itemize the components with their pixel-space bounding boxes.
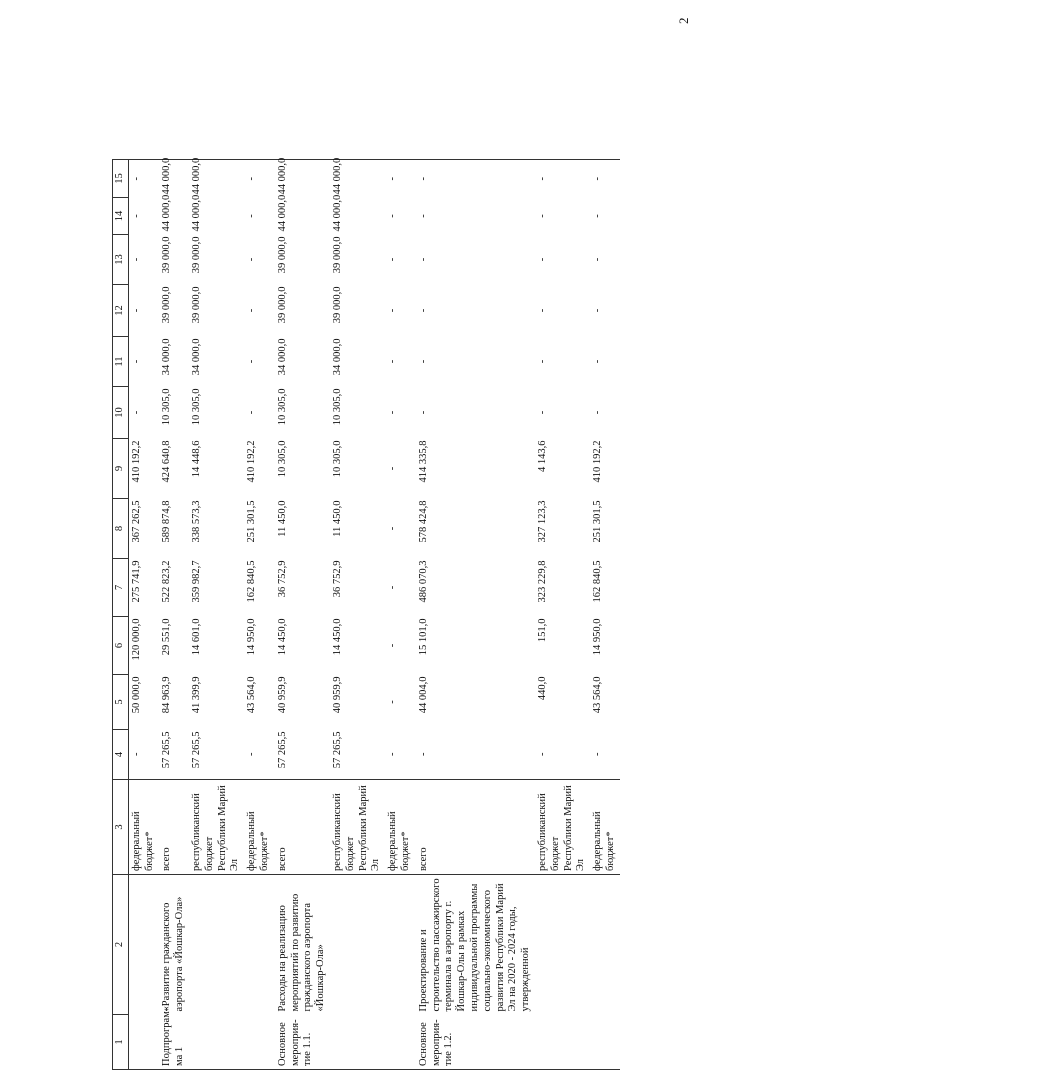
program-name-cell: Проектирование и строительство пассажирского терминала в аэропорту г. Йошкар-Олы в рамках индивидуальной программы социально-экономического развития Республики Марий Эл на 2020 - 2024 годы, утвержденной	[415, 875, 535, 1015]
value-cell: 323 229,8	[536, 560, 548, 603]
table-row	[274, 160, 330, 1070]
funding-source-cell: республиканский бюджет Республики Марий Эл	[330, 780, 385, 875]
header-cell: 4	[113, 730, 129, 780]
value-cell: -	[417, 359, 429, 364]
program-code-cell	[244, 1015, 274, 1070]
value-cell: -	[130, 752, 142, 756]
value-cell: -	[590, 160, 620, 198]
value-cell: -	[417, 752, 429, 756]
value-cell: 410 192,2	[246, 440, 258, 483]
value-cell: -	[592, 410, 604, 415]
value-cell: -	[592, 257, 604, 262]
value-cell: -	[387, 214, 399, 218]
value-cell: 10 305,0	[161, 388, 173, 426]
header-cell: 12	[113, 285, 129, 337]
funding-source-cell: всего	[415, 780, 535, 875]
value-cell: 36 752,9	[331, 560, 343, 598]
value-cell: -	[592, 752, 604, 756]
value-cell: 44 000,0	[274, 160, 330, 198]
header-cell: 8	[113, 499, 129, 559]
program-name-cell	[535, 875, 590, 1015]
value-cell: 338 573,3	[190, 500, 202, 543]
value-cell: 39 000,0	[331, 236, 343, 274]
value-cell: 39 000,0	[161, 236, 173, 274]
value-cell: -	[536, 410, 548, 415]
value-cell: 14 450,0	[331, 618, 343, 656]
value-cell: -	[417, 410, 429, 415]
table-row	[159, 160, 189, 1070]
funding-source-cell: федеральный бюджет*	[385, 780, 415, 875]
value-cell: -	[130, 214, 142, 218]
value-cell: -	[592, 214, 604, 218]
header-cell: 3	[113, 780, 129, 875]
table-header-row	[113, 160, 129, 1070]
value-cell: 44 000,0	[276, 194, 288, 232]
value-cell: -	[385, 160, 415, 198]
table-row	[415, 160, 535, 1070]
value-cell: -	[536, 214, 548, 218]
table-row	[189, 160, 244, 1070]
value-cell: 162 840,5	[592, 560, 604, 603]
value-cell: 40 959,9	[331, 676, 343, 714]
value-cell: 410 192,2	[130, 440, 142, 483]
value-cell: -	[246, 257, 258, 262]
header-cell: 5	[113, 675, 129, 730]
value-cell: -	[415, 160, 535, 198]
value-cell: -	[128, 160, 159, 198]
value-cell: 10 305,0	[331, 388, 343, 426]
value-cell: -	[130, 410, 142, 415]
value-cell: 10 305,0	[276, 388, 288, 426]
budget-table	[112, 159, 620, 1070]
value-cell: 327 123,3	[536, 500, 548, 543]
value-cell: -	[246, 410, 258, 415]
value-cell: 36 752,9	[276, 560, 288, 598]
value-cell: 367 262,5	[130, 500, 142, 543]
value-cell: -	[592, 359, 604, 364]
program-code-cell	[330, 1015, 385, 1070]
table-row	[244, 160, 274, 1070]
value-cell: 424 640,8	[161, 440, 173, 483]
value-cell: 34 000,0	[190, 338, 202, 376]
value-cell: -	[246, 752, 258, 756]
funding-source-cell: республиканский бюджет Республики Марий Эл	[189, 780, 244, 875]
value-cell: 14 950,0	[246, 618, 258, 656]
funding-source-cell: всего	[159, 780, 189, 875]
value-cell: 251 301,5	[592, 500, 604, 543]
table-body	[128, 157, 619, 1070]
value-cell: -	[535, 160, 590, 198]
header-cell: 14	[113, 198, 129, 235]
value-cell: 40 959,9	[276, 676, 288, 714]
header-cell: 13	[113, 235, 129, 285]
value-cell: 522 823,2	[161, 560, 173, 603]
value-cell: 14 448,6	[190, 440, 202, 478]
value-cell: -	[387, 359, 399, 364]
program-code-cell: Основное мероприя-тие 1.1.	[274, 1015, 330, 1070]
value-cell: 10 305,0	[190, 388, 202, 426]
value-cell: 44 000,0	[189, 160, 244, 198]
value-cell: -	[387, 643, 399, 648]
value-cell: -	[246, 359, 258, 364]
value-cell: 57 265,5	[190, 731, 202, 769]
value-cell: 39 000,0	[161, 286, 173, 324]
program-name-cell	[128, 875, 159, 1015]
value-cell: 11 450,0	[276, 500, 288, 537]
value-cell: 34 000,0	[276, 338, 288, 376]
value-cell: 39 000,0	[276, 286, 288, 324]
value-cell: -	[246, 214, 258, 218]
value-cell: -	[130, 308, 142, 313]
value-cell: 44 000,0	[159, 160, 189, 198]
value-cell: 4 143,6	[536, 440, 548, 472]
value-cell: -	[387, 466, 399, 471]
program-name-cell	[244, 875, 274, 1015]
value-cell: 14 950,0	[592, 618, 604, 656]
value-cell: 151,0	[536, 618, 548, 643]
value-cell: 14 601,0	[190, 618, 202, 656]
value-cell: 43 564,0	[246, 676, 258, 714]
value-cell: 39 000,0	[276, 236, 288, 274]
program-name-cell: Расходы на реализацию мероприятий по развитию гражданского аэропорта «Йошкар-Ола»	[274, 875, 330, 1015]
value-cell: 410 192,2	[592, 440, 604, 483]
value-cell: 44 000,0	[330, 160, 385, 198]
value-cell: 43 564,0	[592, 676, 604, 714]
table-row	[385, 160, 415, 1070]
header-cell: 10	[113, 387, 129, 439]
program-code-cell	[535, 1015, 590, 1070]
value-cell: 44 004,0	[417, 676, 429, 714]
value-cell: -	[536, 257, 548, 262]
funding-source-cell: федеральный бюджет*	[128, 780, 159, 875]
program-name-cell	[330, 875, 385, 1015]
value-cell: 10 305,0	[276, 440, 288, 478]
value-cell: 44 000,0	[190, 194, 202, 232]
value-cell: -	[130, 257, 142, 262]
header-cell: 11	[113, 337, 129, 387]
header-cell: 9	[113, 439, 129, 499]
value-cell: 34 000,0	[331, 338, 343, 376]
value-cell: 57 265,5	[161, 731, 173, 769]
funding-source-cell: федеральный бюджет*	[590, 780, 620, 875]
program-code-cell	[590, 1015, 620, 1070]
value-cell: 414 335,8	[417, 440, 429, 483]
value-cell: -	[387, 752, 399, 756]
value-cell: 57 265,5	[276, 731, 288, 769]
program-name-cell	[385, 875, 415, 1015]
value-cell: -	[536, 752, 548, 756]
value-cell: 50 000,0	[130, 676, 142, 714]
table-row	[128, 160, 159, 1070]
table-row	[535, 160, 590, 1070]
rotated-table-container	[112, 10, 992, 1070]
value-cell: 440,0	[536, 676, 548, 701]
header-cell: 2	[113, 875, 129, 1015]
value-cell: -	[536, 359, 548, 364]
value-cell: -	[387, 257, 399, 262]
value-cell: 120 000,0	[130, 618, 142, 661]
funding-source-cell: республиканский бюджет Республики Марий Эл	[535, 780, 590, 875]
value-cell: 11 450,0	[331, 500, 343, 537]
value-cell: 39 000,0	[190, 236, 202, 274]
funding-source-cell: федеральный бюджет*	[244, 780, 274, 875]
value-cell: -	[387, 526, 399, 531]
funding-source-cell: всего	[274, 780, 330, 875]
program-code-cell: Основное мероприя-тие 1.2.	[415, 1015, 535, 1070]
value-cell: 275 741,9	[130, 560, 142, 603]
value-cell: 44 000,0	[161, 194, 173, 232]
program-name-cell	[590, 875, 620, 1015]
value-cell: 39 000,0	[331, 286, 343, 324]
value-cell: 589 874,8	[161, 500, 173, 543]
program-code-cell	[128, 1015, 159, 1070]
value-cell: 34 000,0	[161, 338, 173, 376]
program-name-cell: «Развитие гражданского аэропорта «Йошкар-Ола»	[159, 875, 189, 1015]
value-cell: -	[387, 308, 399, 313]
value-cell: 57 265,5	[331, 731, 343, 769]
value-cell: 15 101,0	[417, 618, 429, 656]
value-cell: -	[387, 410, 399, 415]
value-cell: -	[246, 308, 258, 313]
value-cell: -	[387, 700, 399, 704]
program-code-cell: Подпрограм-ма 1	[159, 1015, 189, 1070]
program-name-cell	[189, 875, 244, 1015]
table-row	[330, 160, 385, 1070]
value-cell: -	[592, 308, 604, 313]
program-code-cell	[189, 1015, 244, 1070]
value-cell: -	[244, 160, 274, 198]
value-cell: -	[417, 214, 429, 218]
value-cell: 41 399,9	[190, 676, 202, 714]
value-cell: 14 450,0	[276, 618, 288, 656]
value-cell: 162 840,5	[246, 560, 258, 603]
table-row	[590, 160, 620, 1070]
value-cell: 10 305,0	[331, 440, 343, 478]
value-cell: 44 000,0	[331, 194, 343, 232]
value-cell: -	[417, 257, 429, 262]
value-cell: 39 000,0	[190, 286, 202, 324]
value-cell: -	[417, 308, 429, 313]
header-cell: 7	[113, 559, 129, 617]
header-cell: 6	[113, 617, 129, 675]
header-cell: 1	[113, 1015, 129, 1070]
value-cell: -	[536, 308, 548, 313]
value-cell: 84 963,9	[161, 676, 173, 714]
value-cell: 359 982,7	[190, 560, 202, 603]
value-cell: -	[130, 359, 142, 364]
page-number: 2	[676, 17, 691, 24]
value-cell: 486 070,3	[417, 560, 429, 603]
value-cell: 578 424,8	[417, 500, 429, 543]
value-cell: -	[387, 585, 399, 590]
header-cell: 15	[113, 160, 129, 198]
program-code-cell	[385, 1015, 415, 1070]
value-cell: 29 551,0	[161, 618, 173, 656]
value-cell: 251 301,5	[246, 500, 258, 543]
